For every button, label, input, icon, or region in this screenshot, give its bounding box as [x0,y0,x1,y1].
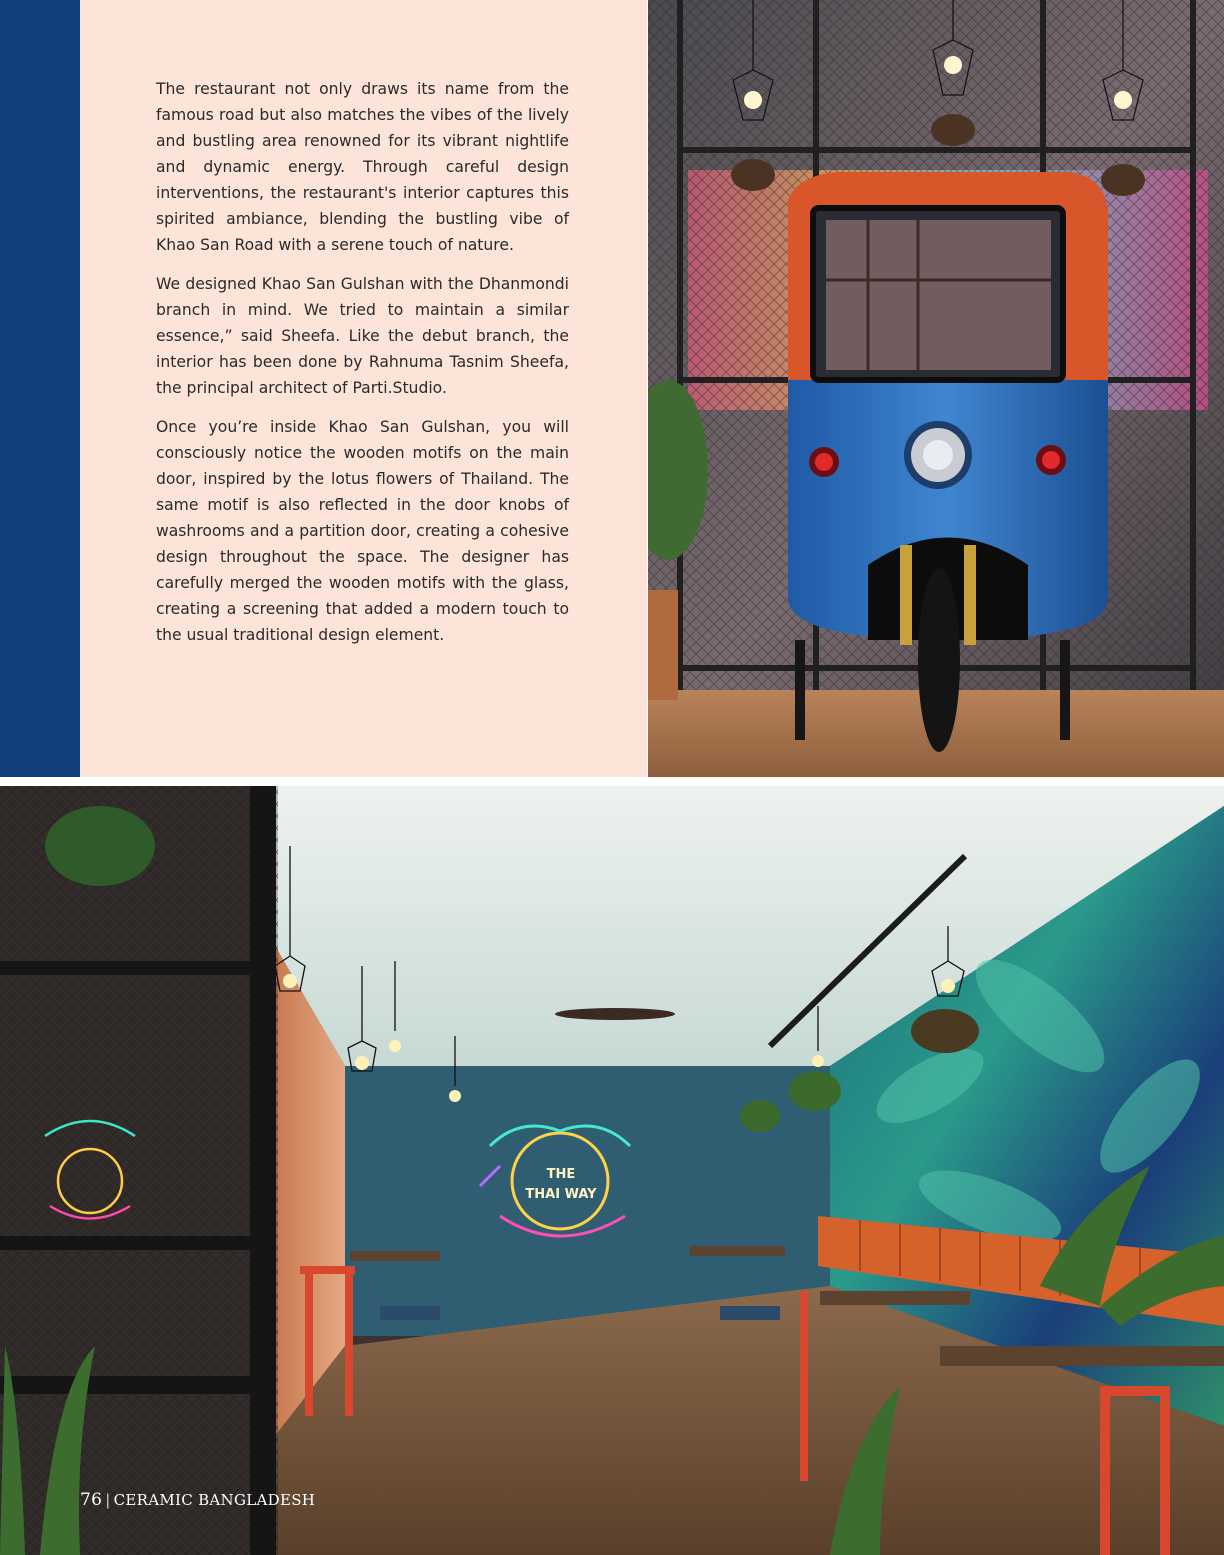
tuk-tuk-photo [648,0,1224,777]
page-footer [80,1490,315,1510]
footer-separator: | [105,1491,111,1509]
paragraph-3: Once you’re inside Khao San Gulshan, you will consciously notice the wooden motifs on the main door, inspired by the lotus flowers of Thailand. The same motif is also reflected in the door knobs of washrooms and a partition door, creating a cohesive design throughout the space. The designer has carefully merged the wooden motifs with the glass, creating a screening that added a modern touch to the usual traditional design element. [156,418,569,644]
navy-side-bar [0,0,80,777]
neon-sign-line2: THAI WAY [525,1187,597,1202]
page-number: 76 [80,1490,103,1510]
paragraph-2: We designed Khao San Gulshan with the Dhanmondi branch in mind. We tried to maintain a similar essence,” said Sheefa. Like the debut branch, the interior has been done by Rahnuma Tasnim Sheefa, the principal architect of Parti.Studio. [156,275,569,397]
article-body [156,76,569,661]
restaurant-interior-photo [0,786,1224,1555]
paragraph-1: The restaurant not only draws its name from the famous road but also matches the vibes of the lively and bustling area renowned for its vibrant nightlife and dynamic energy. Through careful design interventions, the restaurant's interior captures this spirited ambiance, blending the bustling vibe of Khao San Road with a serene touch of nature. [156,80,569,254]
neon-sign-line1: THE [546,1167,576,1182]
magazine-name: CERAMIC BANGLADESH [113,1491,316,1509]
